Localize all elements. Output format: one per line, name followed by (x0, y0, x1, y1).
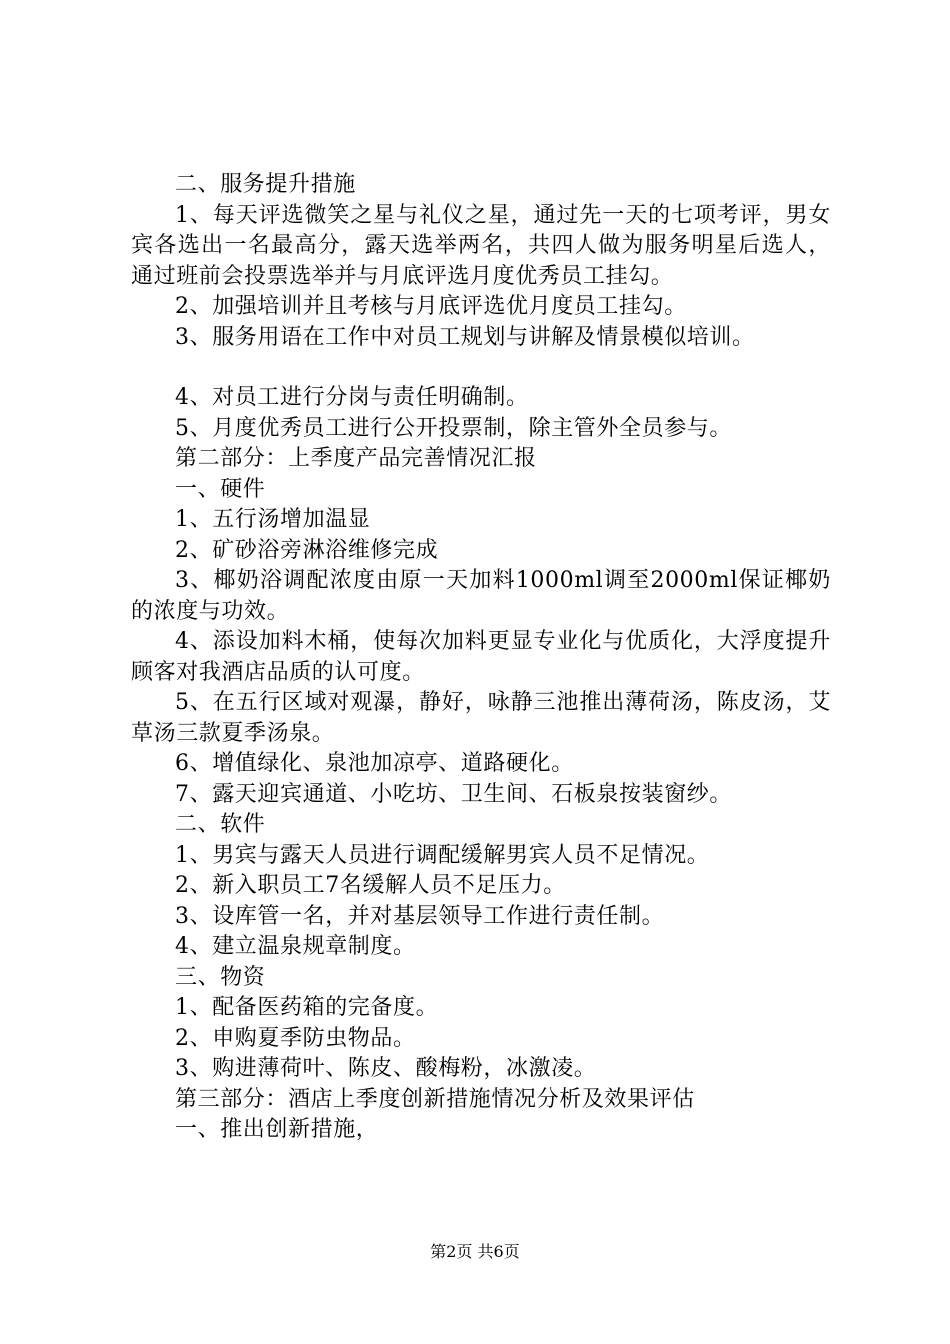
document-body (131, 170, 831, 1146)
section-heading: 三、物资 (175, 964, 266, 990)
paragraph: 7、露天迎宾通道、小吃坊、卫生间、石板泉按装窗纱。 (175, 781, 732, 807)
paragraph: 1、每天评选微笑之星与礼仪之星，通过先一天的七项考评，男女宾各选出一名最高分，露天选举两名，共四人做为服务明星后选人，通过班前会投票选举并与月底评选月度优秀员工挂勾。 (131, 202, 831, 289)
paragraph: 4、建立温泉规章制度。 (175, 934, 416, 959)
paragraph: 2、矿砂浴旁淋浴维修完成 (175, 537, 439, 563)
paragraph: 3、椰奶浴调配浓度由原一天加料1000ml调至2000ml保证椰奶的浓度与功效。 (131, 568, 831, 624)
paragraph: 4、添设加料木桶，使每次加料更显专业化与优质化，大浮度提升顾客对我酒店品质的认可度。 (131, 629, 831, 685)
part-heading: 第二部分：上季度产品完善情况汇报 (175, 446, 537, 471)
section-heading: 一、推出创新措施， (175, 1117, 379, 1142)
paragraph: 1、五行汤增加温显 (175, 507, 371, 532)
paragraph: 1、男宾与露天人员进行调配缓解男宾人员不足情况。 (175, 842, 710, 868)
paragraph: 5、在五行区域对观瀑，静好，咏静三池推出薄荷汤，陈皮汤，艾草汤三款夏季汤泉。 (131, 690, 831, 746)
paragraph: 3、服务用语在工作中对员工规划与讲解及情景模似培训。 (175, 324, 755, 350)
section-heading: 二、软件 (175, 812, 266, 837)
paragraph: 3、设库管一名，并对基层领导工作进行责任制。 (175, 903, 665, 929)
part-heading: 第三部分：酒店上季度创新措施情况分析及效果评估 (175, 1086, 695, 1112)
section-heading: 二、服务提升措施 (175, 172, 356, 197)
paragraph: 2、加强培训并且考核与月底评选优月度员工挂勾。 (175, 294, 687, 319)
paragraph: 6、增值绿化、泉池加凉亭、道路硬化。 (175, 751, 574, 776)
page-number-footer: 第2页 共6页 (430, 1242, 520, 1261)
paragraph: 2、申购夏季防虫物品。 (175, 1025, 416, 1051)
paragraph: 3、购进薄荷叶、陈皮、酸梅粉，冰激凌。 (175, 1056, 597, 1081)
paragraph: 2、新入职员工7名缓解人员不足压力。 (175, 873, 566, 898)
section-heading: 一、硬件 (175, 476, 266, 502)
paragraph: 1、配备医药箱的完备度。 (175, 995, 439, 1020)
paragraph: 4、对员工进行分岗与责任明确制。 (175, 385, 529, 410)
paragraph: 5、月度优秀员工进行公开投票制，除主管外全员参与。 (175, 415, 732, 441)
